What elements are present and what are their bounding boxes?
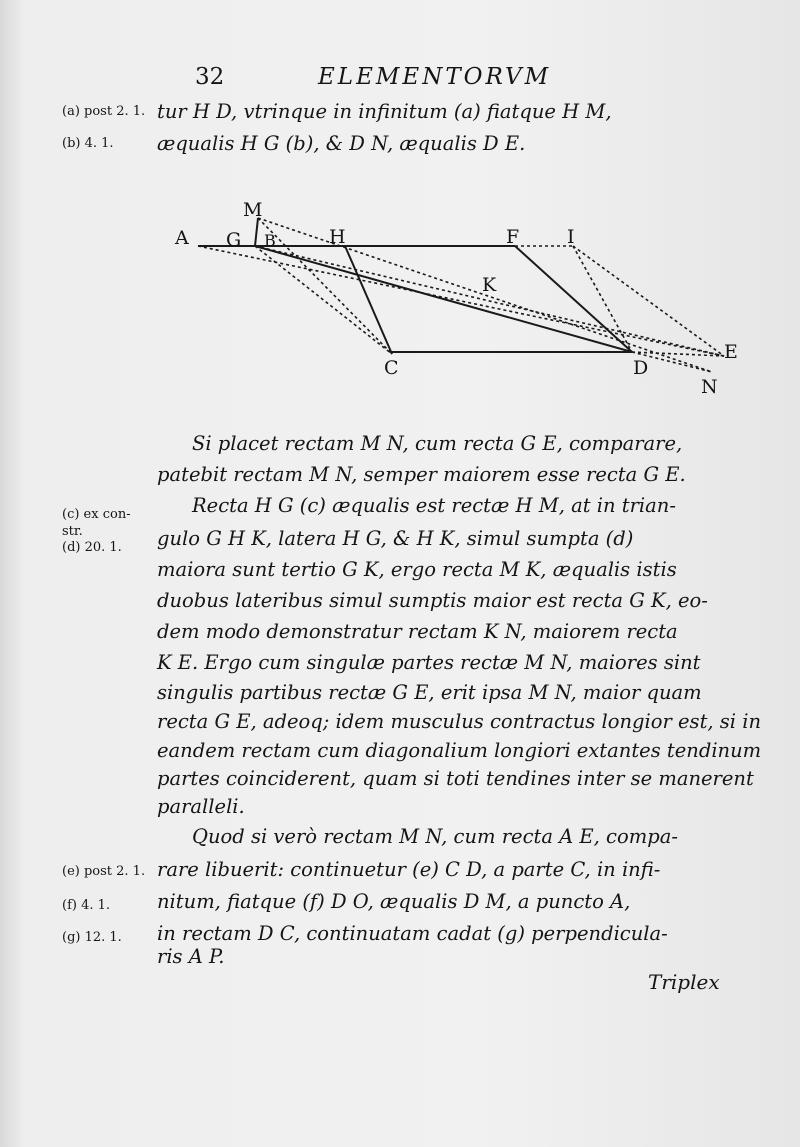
label-C: C (384, 357, 399, 379)
body-line: maiora sunt tertio G K, ergo recta M K, æqualis istis (157, 558, 677, 581)
body-line: partes coinciderent, quam si toti tendines inter se manerent (157, 767, 754, 790)
body-line: tur H D, vtrinque in infinitum (a) fiatque H M, (157, 100, 612, 123)
body-line: eandem rectam cum diagonalium longiori extantes tendinum (157, 739, 762, 762)
line-G-E-dotted (255, 246, 724, 356)
body-line: paralleli. (157, 795, 245, 818)
page-number: 32 (195, 64, 225, 90)
line-G-M (255, 218, 258, 246)
body-line: nitum, fiatque (f) D O, æqualis D M, a puncto A, (157, 890, 631, 913)
label-D: D (633, 357, 649, 379)
label-A: A (175, 227, 189, 249)
label-B: B (264, 231, 276, 250)
body-line: singulis partibus rectæ G E, erit ipsa M N, maior quam (157, 681, 702, 704)
label-G: G (226, 229, 242, 251)
body-line: rare libuerit: continuetur (e) C D, a parte C, in infi- (157, 858, 661, 881)
body-line: ris A P. (157, 945, 225, 968)
line-A-E-dotted (198, 246, 724, 356)
running-head: ELEMENTORVM (318, 64, 552, 90)
margin-note: (d) 20. 1. (62, 540, 122, 555)
body-line: Quod si verò rectam M N, cum recta A E, compa- (192, 825, 678, 848)
line-M-C-dotted (258, 218, 392, 354)
margin-note: (b) 4. 1. (62, 136, 114, 151)
body-line: in rectam D C, continuatam cadat (g) perpendicula- (157, 922, 668, 945)
line-I-D-dotted (573, 246, 632, 352)
body-line: K E. Ergo cum singulæ partes rectæ M N, maiores sint (157, 651, 701, 674)
margin-note: (c) ex con- (62, 507, 131, 522)
margin-note: (g) 12. 1. (62, 930, 122, 945)
line-G-D (255, 246, 632, 352)
body-line: Recta H G (c) æqualis est rectæ H M, at in trian- (192, 494, 676, 517)
body-line: dem modo demonstratur rectam K N, maiorem recta (157, 620, 678, 643)
body-line: patebit rectam M N, semper maiorem esse recta G E. (157, 463, 686, 486)
label-F: F (506, 226, 520, 248)
margin-note: (f) 4. 1. (62, 898, 111, 913)
label-H: H (329, 226, 346, 248)
label-N: N (701, 376, 718, 398)
body-line: duobus lateribus simul sumptis maior est recta G K, eo- (157, 589, 708, 612)
label-I: I (567, 226, 575, 248)
body-line: Si placet rectam M N, cum recta G E, comparare, (192, 432, 683, 455)
label-M: M (243, 199, 263, 221)
label-K: K (482, 274, 497, 296)
margin-note: (a) post 2. 1. (62, 104, 146, 119)
line-I-E-dotted (573, 246, 724, 356)
line-H-C (345, 246, 392, 354)
label-E: E (724, 341, 738, 363)
body-line: recta G E, adeoq; idem musculus contractus longior est, si in (157, 710, 762, 733)
margin-note: str. (62, 524, 83, 539)
body-line: gulo G H K, latera H G, & H K, simul sumpta (d) (157, 527, 634, 550)
catchword: Triplex (648, 970, 720, 994)
body-line: æqualis H G (b), & D N, æqualis D E. (157, 132, 526, 155)
margin-note: (e) post 2. 1. (62, 864, 146, 879)
